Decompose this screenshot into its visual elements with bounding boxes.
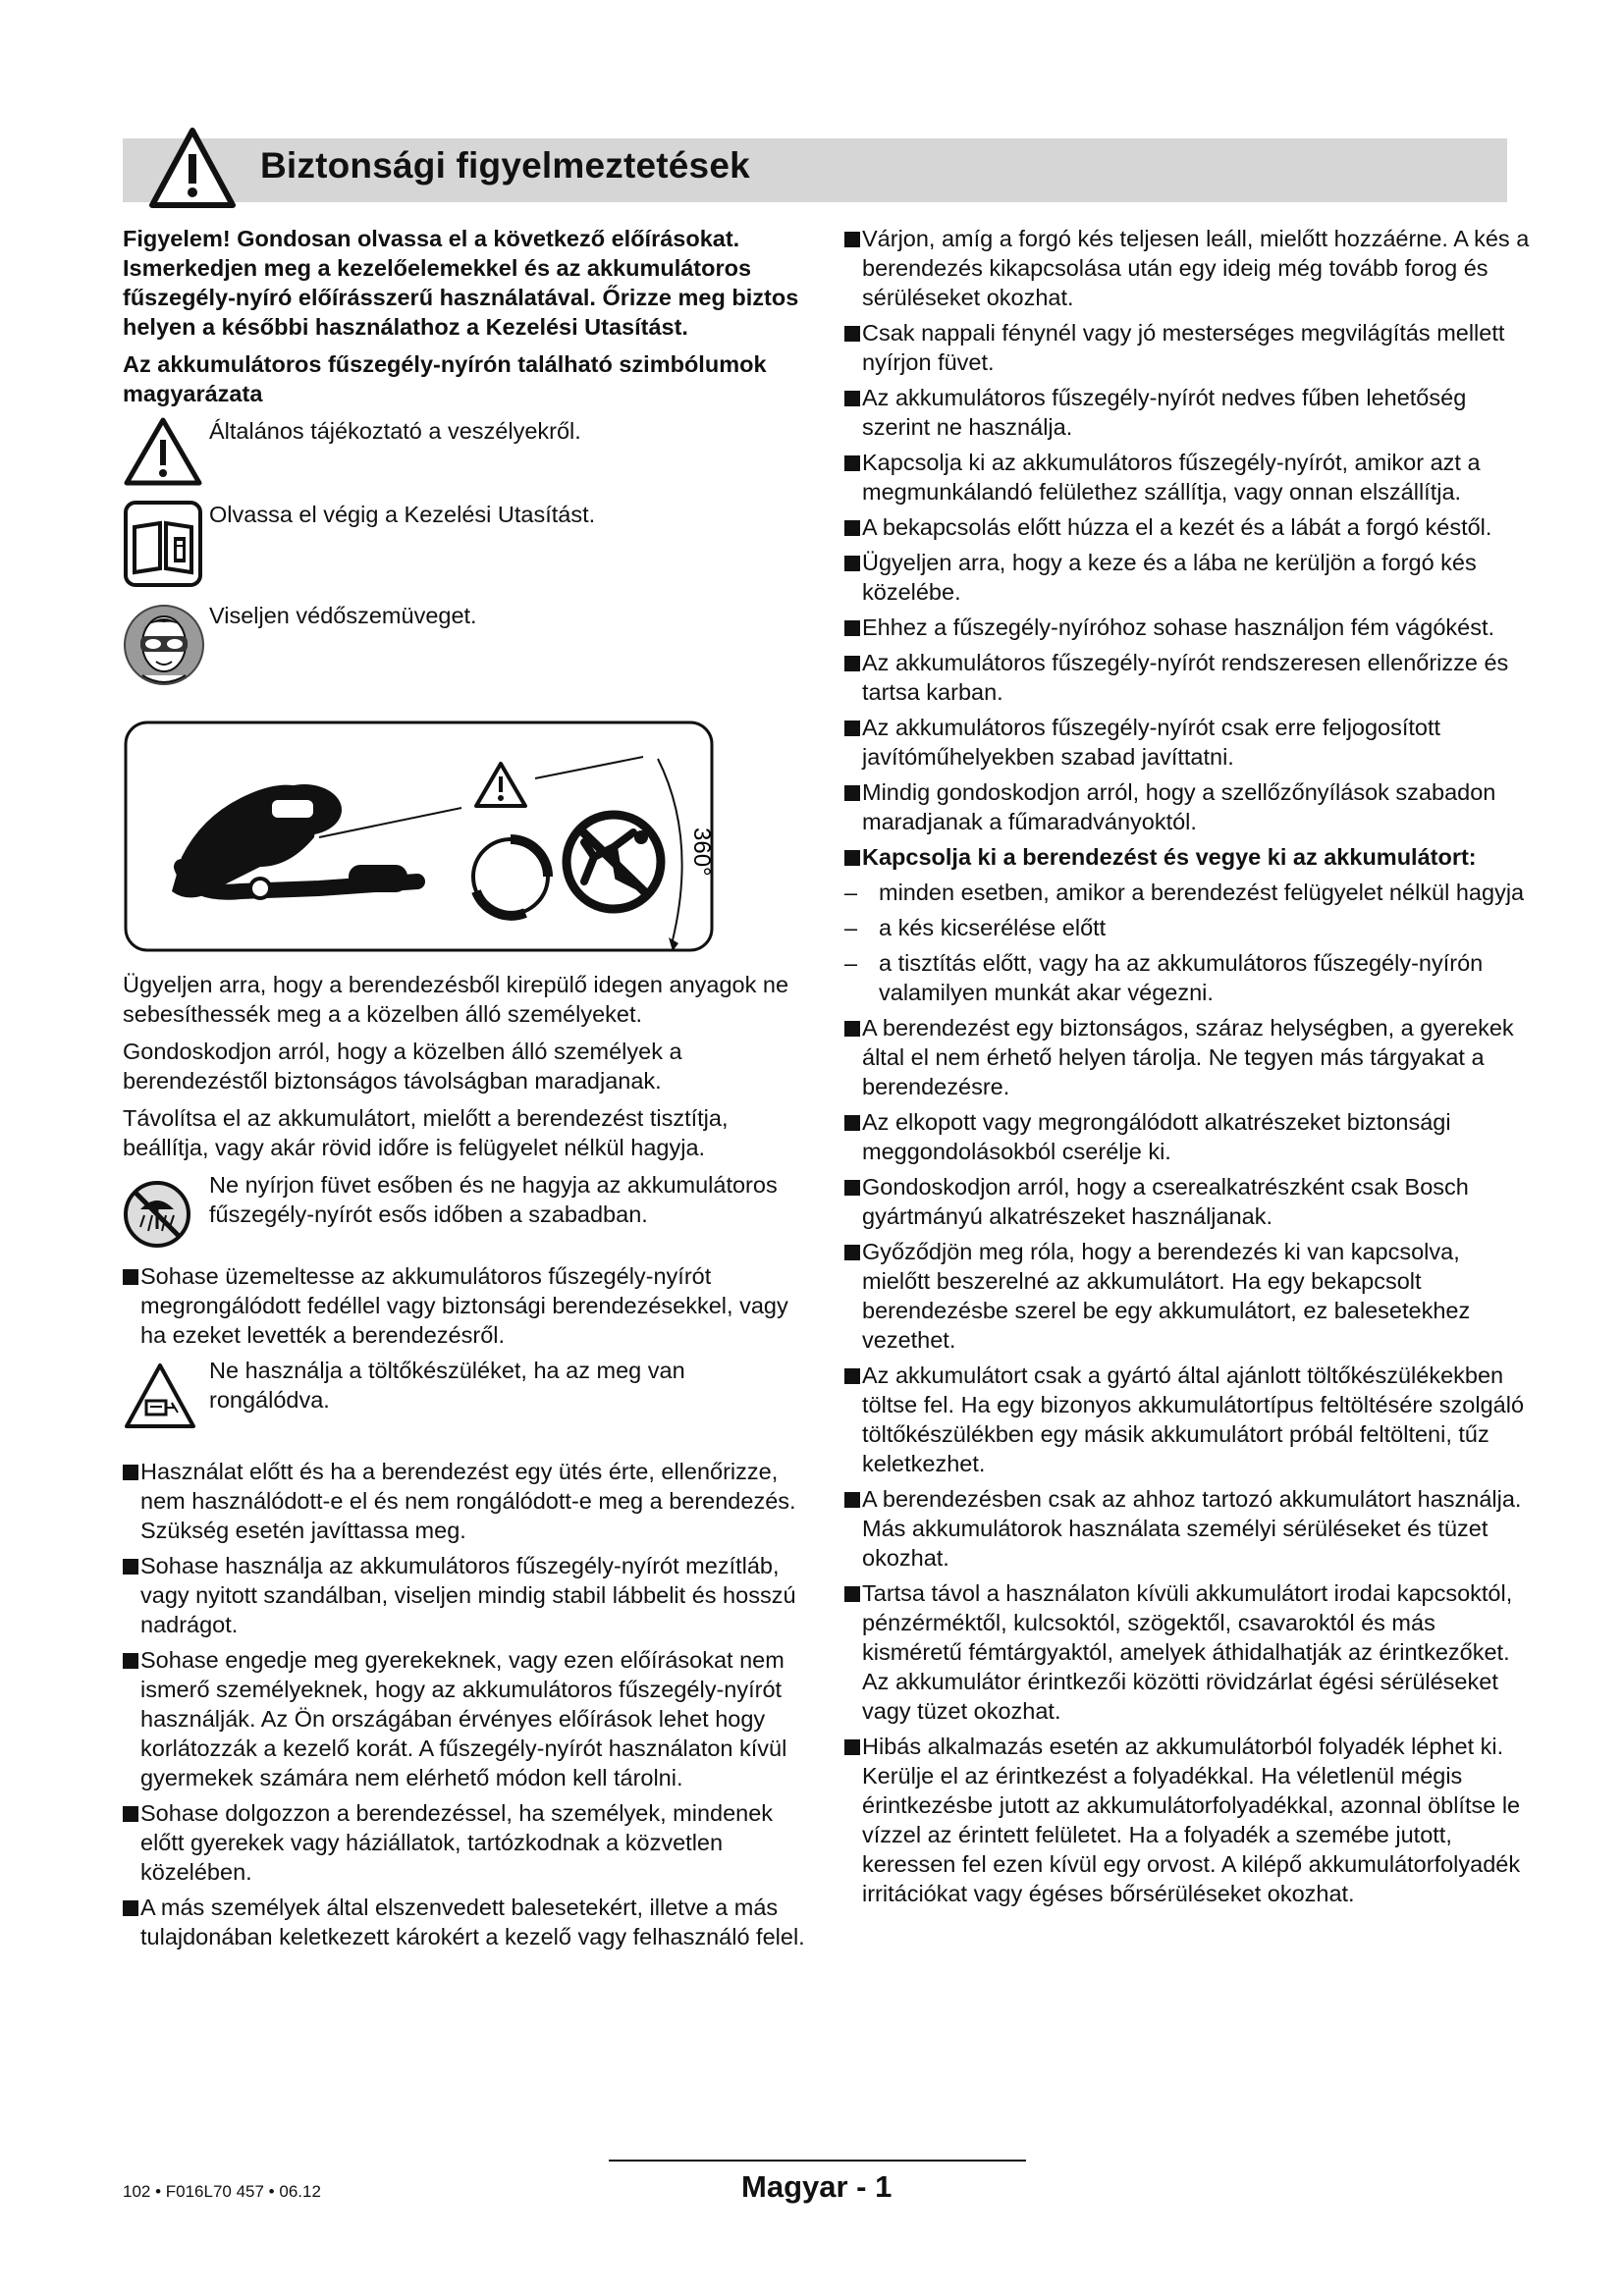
bullet-item: Az elkopott vagy megrongálódott alkatrészeket biztonsági meggondolásokból cserélje ki. (844, 1107, 1532, 1166)
symbol-row-manual (123, 500, 810, 595)
left-column (123, 224, 810, 1957)
bullet-item: Tartsa távol a használaton kívüli akkumulátort irodai kapcsoktól, pénzérméktől, kulcsoktól, szögektől, csavaroktól és más kisméretű fémtárgyaktól, amelyek áthidalhatják az érintkezőket. Az akkumulátor érintkezői közötti rövidzárlat égési sérüléseket vagy tüzet okozhat. (844, 1578, 1532, 1726)
bullet-item: Mindig gondoskodjon arról, hogy a szellőzőnyílások szabadon maradjanak a fűmaradványoktól. (844, 777, 1532, 836)
document-code: 102 • F016L70 457 • 06.12 (123, 2182, 321, 2201)
bullet-item: Sohase üzemeltesse az akkumulátoros fűszegély-nyírót megrongálódott fedéllel vagy biztonsági berendezésekkel, vagy ha ezeket levették a berendezésről. (123, 1261, 810, 1350)
dash-item: – a kés kicserélése előtt (844, 915, 1107, 940)
bullet-item: A berendezést egy biztonságos, száraz helységben, a gyerekek által el nem érhető helyen tárolja. Ne tegyen más tárgyakat a berendezésre. (844, 1013, 1532, 1101)
symbol-row-charger (123, 1356, 810, 1439)
symbol-text: Általános tájékoztató a veszélyekről. (209, 418, 581, 444)
no-rain-icon (123, 1180, 191, 1249)
symbol-row-goggles (123, 601, 810, 696)
bullet-item: Ehhez a fűszegély-nyíróhoz sohase használjon fém vágókést. (844, 613, 1532, 642)
bullet-item: Az akkumulátort csak a gyártó által ajánlott töltőkészülékekben töltse fel. Ha egy bizonyos akkumulátortípus feltöltésére szolgáló töltőkészülékben egy másik akkumulátort próbál feltölteni, tűz keletkezhet. (844, 1361, 1532, 1478)
page-title: Biztonsági figyelmeztetések (260, 145, 750, 186)
intro-paragraph: Figyelem! Gondosan olvassa el a következő előírásokat. Ismerkedjen meg a kezelőelemekkel és az akkumulátoros fűszegély-nyíró előírásszerű használatával. Őrizze meg biztos helyen a későbbi használathoz a Kezelési Utasítást. (123, 226, 799, 340)
bullet-item: Csak nappali fénynél vagy jó mesterséges megvilágítás mellett nyírjon füvet. (844, 318, 1532, 377)
manual-book-icon (123, 500, 203, 588)
dash-item: – minden esetben, amikor a berendezést felügyelet nélkül hagyja (844, 880, 1525, 905)
bullet-item: Sohase használja az akkumulátoros fűszegély-nyírót mezítláb, vagy nyitott szandálban, viseljen mindig stabil lábbelit és hosszú nadrágot. (123, 1551, 810, 1639)
bullet-item: Sohase dolgozzon a berendezéssel, ha személyek, mindenek előtt gyerekek vagy háziállatok, tartózkodnak a közvetlen közelében. (123, 1798, 810, 1887)
symbol-text: Ne használja a töltőkészüléket, ha az meg van rongálódva. (209, 1358, 685, 1413)
symbol-text: Ne nyírjon füvet esőben és ne hagyja az akkumulátoros fűszegély-nyírót esős időben a szabadban. (209, 1172, 778, 1227)
bullet-item: Az akkumulátoros fűszegély-nyírót nedves fűben lehetőség szerint ne használja. (844, 383, 1532, 442)
symbol-text: Viseljen védőszemüveget. (209, 603, 477, 628)
damaged-charger-warning-icon (123, 1362, 197, 1432)
bullet-item: Kapcsolja ki az akkumulátoros fűszegély-nyírót, amikor azt a megmunkálandó felülethez szállítja, vagy onnan elszállítja. (844, 448, 1532, 507)
symbol-row-warning (123, 416, 810, 494)
bullet-item-bold: Kapcsolja ki a berendezést és vegye ki az akkumulátort: (844, 842, 1532, 872)
trimmer-hazard-figure (123, 720, 715, 953)
symbols-heading: Az akkumulátoros fűszegély-nyírón található szimbólumok magyarázata (123, 351, 767, 406)
bullet-item: Az akkumulátoros fűszegély-nyírót rendszeresen ellenőrizze és tartsa karban. (844, 648, 1532, 707)
bullet-item: Győződjön meg róla, hogy a berendezés ki van kapcsolva, mielőtt beszerelné az akkumulátort. Ha egy bekapcsolt berendezésbe szerel be egy akkumulátort, ez balesetekhez vezethet. (844, 1237, 1532, 1355)
bullet-item: A más személyek által elszenvedett balesetekért, illetve a más tulajdonában keletkezett károkért a kezelő vagy felhasználó felel. (123, 1893, 810, 1951)
right-column (844, 224, 1532, 1914)
warning-triangle-icon (123, 416, 203, 487)
bullet-item: Az akkumulátoros fűszegély-nyírót csak erre feljogosított javítóműhelyekben szabad javíttatni. (844, 713, 1532, 772)
paragraph: Gondoskodjon arról, hogy a közelben álló személyek a berendezéstől biztonságos távolságban maradjanak. (123, 1039, 682, 1094)
symbol-row-rain (123, 1170, 810, 1255)
safety-goggles-icon (123, 601, 205, 689)
paragraph: Ügyeljen arra, hogy a berendezésből kirepülő idegen anyagok ne sebesíthessék meg a a közelben álló személyeket. (123, 972, 789, 1027)
bullet-item: Hibás alkalmazás esetén az akkumulátorból folyadék léphet ki. Kerülje el az érintkezést a folyadékkal. Ha véletlenül mégis érintkezésbe jutott az akkumulátorfolyadékkal, azonnal öblítse le vízzel az érintett felületet. Ha a folyadék a szemébe jutott, keressen fel ezen kívül egy orvost. A kilépő akkumulátorfolyadék irritációkat vagy égéses bőrsérüléseket okozhat. (844, 1732, 1532, 1908)
dash-item: – a tisztítás előtt, vagy ha az akkumulátoros fűszegély-nyírón valamilyen munkát akar végezni. (844, 950, 1484, 1005)
bullet-item: A bekapcsolás előtt húzza el a kezét és a lábát a forgó késtől. (844, 512, 1532, 542)
paragraph: Távolítsa el az akkumulátort, mielőtt a berendezést tisztítja, beállítja, vagy akár rövid időre is felügyelet nélkül hagyja. (123, 1105, 729, 1160)
symbol-text: Olvassa el végig a Kezelési Utasítást. (209, 502, 596, 527)
bullet-item: Gondoskodjon arról, hogy a cserealkatrészként csak Bosch gyártmányú alkatrészeket használjanak. (844, 1172, 1532, 1231)
bullet-item: Ügyeljen arra, hogy a keze és a lába ne kerüljön a forgó kés közelébe. (844, 548, 1532, 607)
warning-triangle-icon (148, 127, 237, 209)
bullet-item: A berendezésben csak az ahhoz tartozó akkumulátort használja. Más akkumulátorok használata személyi sérüléseket és tüzet okozhat. (844, 1484, 1532, 1573)
bullet-item: Sohase engedje meg gyerekeknek, vagy ezen előírásokat nem ismerő személyeknek, hogy az akkumulátoros fűszegély-nyírót használják. Az Ön országában érvényes előírások lehet hogy korlátozzák a kezelő korát. A fűszegély-nyírót használaton kívül gyermekek számára nem elérhető módon kell tárolni. (123, 1645, 810, 1792)
page-number: Magyar - 1 (741, 2169, 893, 2204)
bullet-item: Használat előtt és ha a berendezést egy ütés érte, ellenőrizze, nem használódott-e el és nem rongálódott-e meg a berendezés. Szükség esetén javíttassa meg. (123, 1457, 810, 1545)
section-header-banner (123, 138, 1507, 202)
bullet-item: Várjon, amíg a forgó kés teljesen leáll, mielőtt hozzáérne. A kés a berendezés kikapcsolása után egy ideig még tovább forog és sérüléseket okozhat. (844, 224, 1532, 312)
angle-label: 360° (688, 828, 715, 877)
footer-divider (609, 2160, 1026, 2162)
